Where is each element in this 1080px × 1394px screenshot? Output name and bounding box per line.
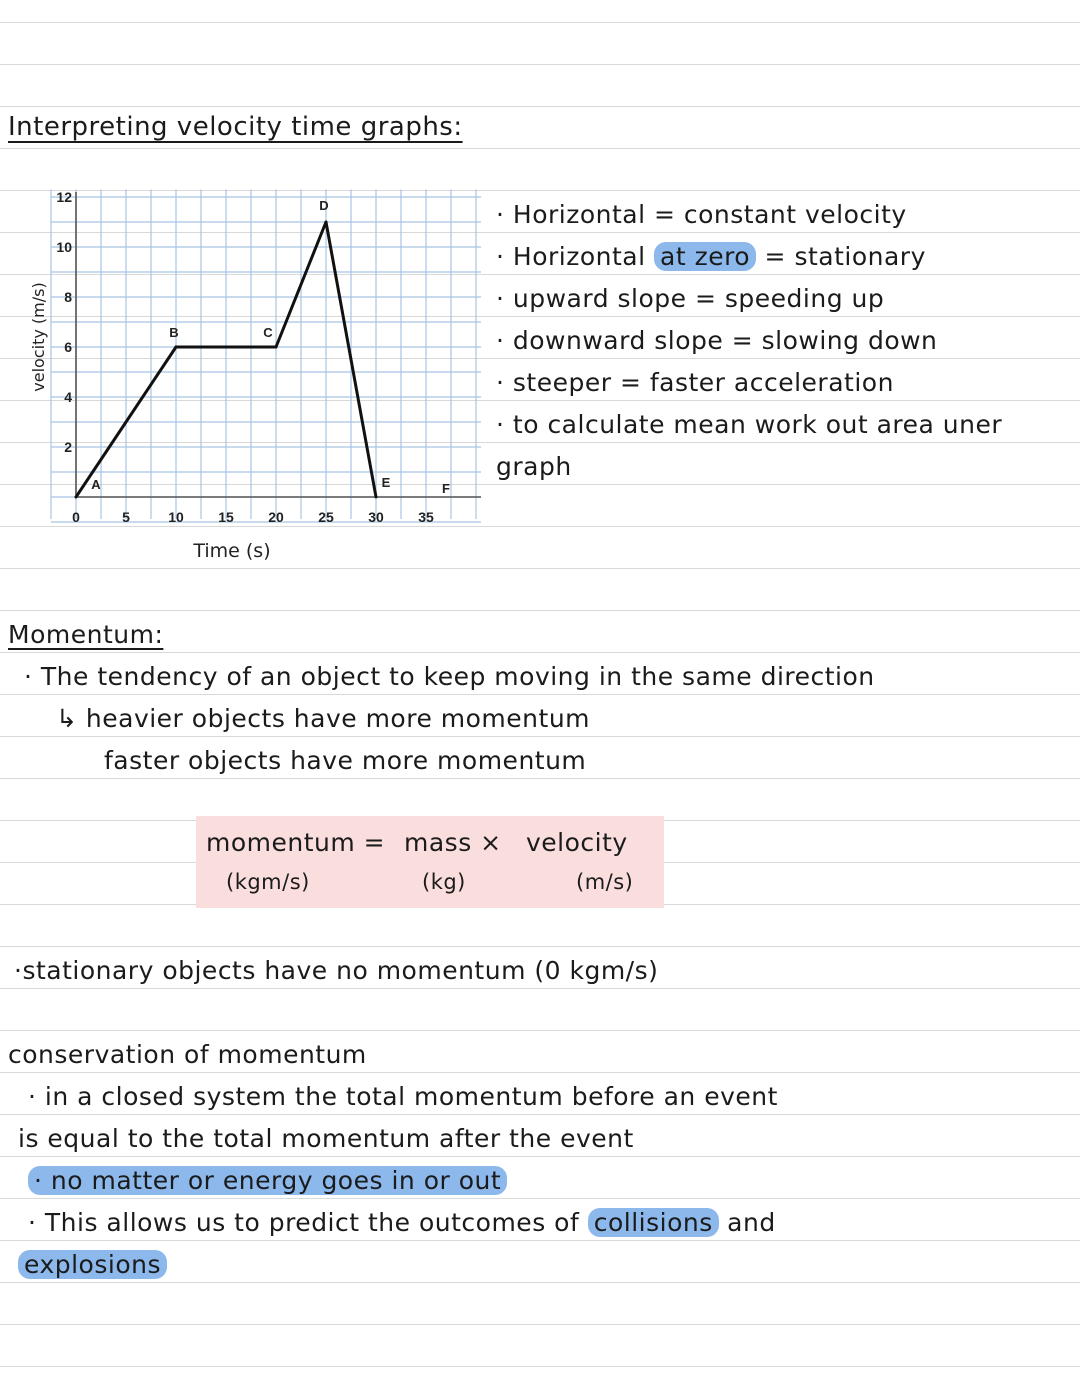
point-label-c: C [263,325,273,340]
note-graph: graph [496,452,572,481]
y-tick-label: 6 [64,339,72,355]
x-tick-label: 20 [268,509,284,525]
x-tick-label: 0 [72,509,80,525]
conservation-line4: · This allows us to predict the outcomes of collisions and [28,1208,776,1237]
highlight-closed-system: · no matter or energy goes in or out [28,1166,507,1195]
point-label-f: F [442,481,450,496]
note-horizontal-zero: · Horizontal at zero = stationary [496,242,926,271]
x-tick-label: 15 [218,509,234,525]
y-tick-label: 12 [56,189,72,205]
x-tick-label: 30 [368,509,384,525]
formula-velocity: velocity [526,828,628,857]
momentum-definition: · The tendency of an object to keep moving in the same direction [24,662,875,691]
note-area: · to calculate mean work out area uner [496,410,1003,439]
x-tick-label: 25 [318,509,334,525]
velocity-time-graph [0,170,490,570]
conservation-line5 [18,1250,167,1279]
unit-mass: (kg) [422,870,466,894]
note-downward-slope: · downward slope = slowing down [496,326,938,355]
highlight-collisions: collisions [588,1208,719,1237]
note-steeper: · steeper = faster acceleration [496,368,894,397]
conservation-line2: is equal to the total momentum after the event [18,1124,634,1153]
point-label-a: A [91,477,101,492]
y-tick-label: 4 [64,389,72,405]
note-horizontal: · Horizontal = constant velocity [496,200,907,229]
momentum-heading: Momentum: [8,620,164,649]
graph-grid [51,190,481,523]
conservation-line1: · in a closed system the total momentum before an event [28,1082,778,1111]
x-tick-label: 10 [168,509,184,525]
x-tick-label: 5 [122,509,130,525]
point-label-b: B [169,325,179,340]
formula-momentum: momentum = [206,828,386,857]
page-title: Interpreting velocity time graphs: [8,112,463,142]
highlight-at-zero: at zero [654,242,756,271]
unit-velocity: (m/s) [576,870,634,894]
stationary-note: ·stationary objects have no momentum (0 kgm/s) [14,956,659,985]
highlight-explosions: explosions [18,1250,167,1279]
y-tick-label: 2 [64,439,72,455]
y-axis-label: velocity (m/s) [29,282,48,392]
x-tick-label: 35 [418,509,434,525]
conservation-heading: conservation of momentum [8,1040,367,1069]
x-axis-label: Time (s) [193,540,271,562]
unit-momentum: (kgm/s) [226,870,310,894]
point-label-e: E [381,475,391,490]
momentum-heavier: ↳ heavier objects have more momentum [56,704,591,733]
conservation-line3 [28,1166,507,1195]
momentum-faster: faster objects have more momentum [104,746,587,775]
y-tick-label: 10 [56,239,72,255]
formula-mass: mass × [404,828,502,857]
note-upward-slope: · upward slope = speeding up [496,284,885,313]
y-tick-label: 8 [64,289,72,305]
point-label-d: D [319,198,329,213]
